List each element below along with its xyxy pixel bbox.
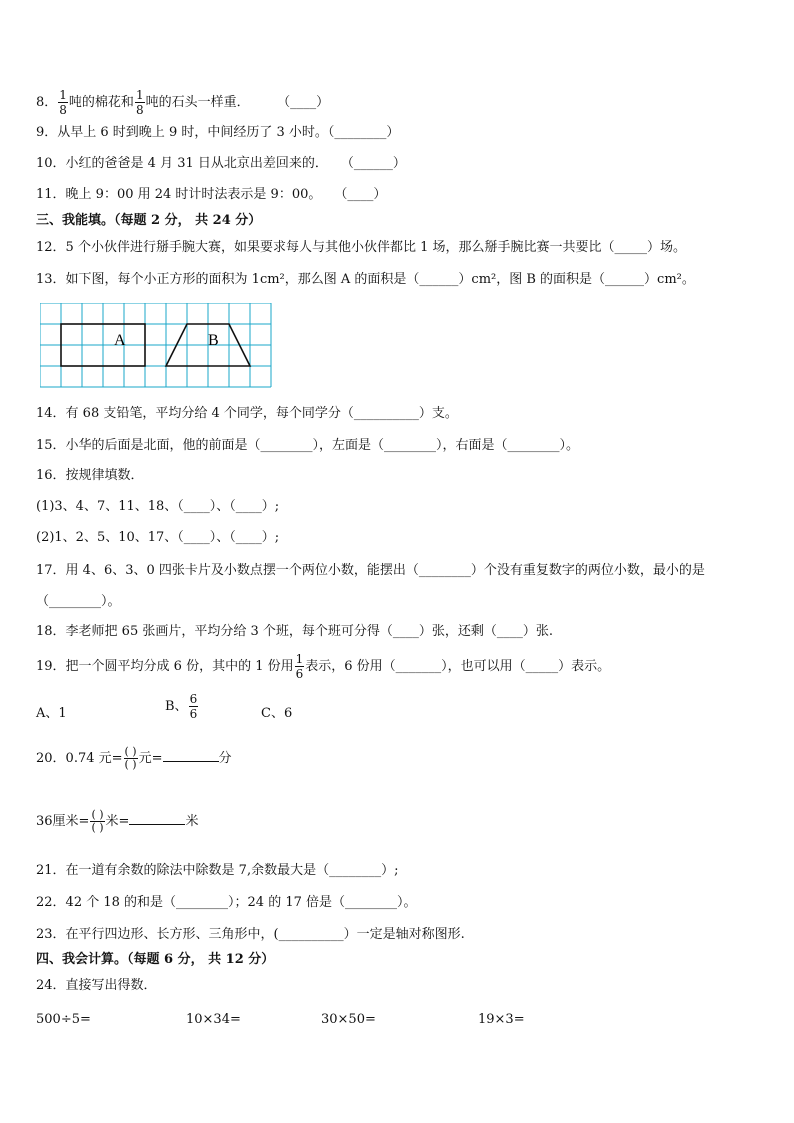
fraction: $\frac{( )}{( )}$ [91,808,104,834]
question-20-line-1: 20．0.74 元= $\frac{( )}{( )}$ 元= 分 [36,745,232,771]
question-10: 10．小红的爸爸是 4 月 31 日从北京出差回来的． （______） [36,156,406,171]
grid-figure [40,303,272,389]
answer-blank[interactable] [163,749,219,762]
question-18: 18．李老师把 65 张画片，平均分给 3 个班，每个班可分得（____）张，还剩（____）张. [36,624,554,639]
calc-item: 500÷5= [36,1012,91,1027]
option-a[interactable]: A、1 [36,706,67,721]
section-4-heading: 四、我会计算。（每题 6 分， 共 12 分） [36,952,275,967]
calc-item: 30×50= [321,1012,376,1027]
question-13: 13．如下图，每个小正方形的面积为 1cm²，那么图 A 的面积是（______）cm²，图 B 的面积是（______）cm²。 [36,272,695,287]
question-16-part-2: (2)1、2、5、10、17、（____）、（____）; [36,530,280,545]
fraction: $\frac{6}{6}$ [189,692,198,721]
option-c[interactable]: C、6 [261,706,293,721]
fraction: $\frac{1}{6}$ [295,652,304,681]
fraction: $\frac{1}{8}$ [59,88,67,117]
label-a: A [114,332,126,349]
label-b: B [208,332,219,349]
question-15: 15．小华的后面是北面，他的前面是（________），左面是（________），右面是（________）。 [36,438,580,453]
question-17: 17．用 4、6、3、0 四张卡片及小数点摆一个两位小数，能摆出（________）个没有重复数字的两位小数，最小的是 [36,563,705,578]
option-b[interactable]: B、 $\frac{6}{6}$ [165,692,198,721]
calc-item: 19×3= [478,1012,525,1027]
question-24: 24．直接写出得数． [36,978,157,993]
question-23: 23．在平行四边形、长方形、三角形中，(__________）一定是轴对称图形. [36,927,465,942]
fraction: $\frac{1}{8}$ [135,88,144,117]
question-12: 12．5 个小伙伴进行掰手腕大赛，如果要求每人与其他小伙伴都比 1 场，那么掰手腕比赛一共要比（_____）场。 [36,240,686,255]
question-20-line-2: 36厘米= $\frac{( )}{( )}$ 米= 米 [36,808,199,834]
question-14: 14．有 68 支铅笔，平均分给 4 个同学，每个同学分（__________）支。 [36,406,458,421]
question-9: 9．从早上 6 时到晚上 9 时，中间经历了 3 小时。（________） [36,125,400,140]
question-17-cont: （________）。 [36,594,121,609]
question-19: 19．把一个圆平均分成 6 份，其中的 1 份用 $\frac{1}{6}$ 表示，6 份用（_______），也可以用（_____）表示。 [36,652,611,681]
fraction: $\frac{( )}{( )}$ [124,745,137,771]
question-22: 22．42 个 18 的和是（________）；24 的 17 倍是（________）。 [36,895,417,910]
question-8: 8． $\frac{1}{8}$ 吨的棉花和 $\frac{1}{8}$ 吨的石头一样重． （____） [36,88,330,117]
question-16-part-1: (1)3、4、7、11、18、（____）、（____）; [36,499,280,514]
section-3-heading: 三、我能填。（每题 2 分， 共 24 分） [36,213,262,228]
question-21: 21．在一道有余数的除法中除数是 7,余数最大是（________）; [36,863,399,878]
question-11: 11．晚上 9：00 用 24 时计时法表示是 9：00。 （____） [36,187,387,202]
answer-blank[interactable] [129,812,185,825]
answer-blank[interactable]: （____） [283,95,330,110]
question-16: 16．按规律填数． [36,468,144,483]
calc-item: 10×34= [186,1012,241,1027]
